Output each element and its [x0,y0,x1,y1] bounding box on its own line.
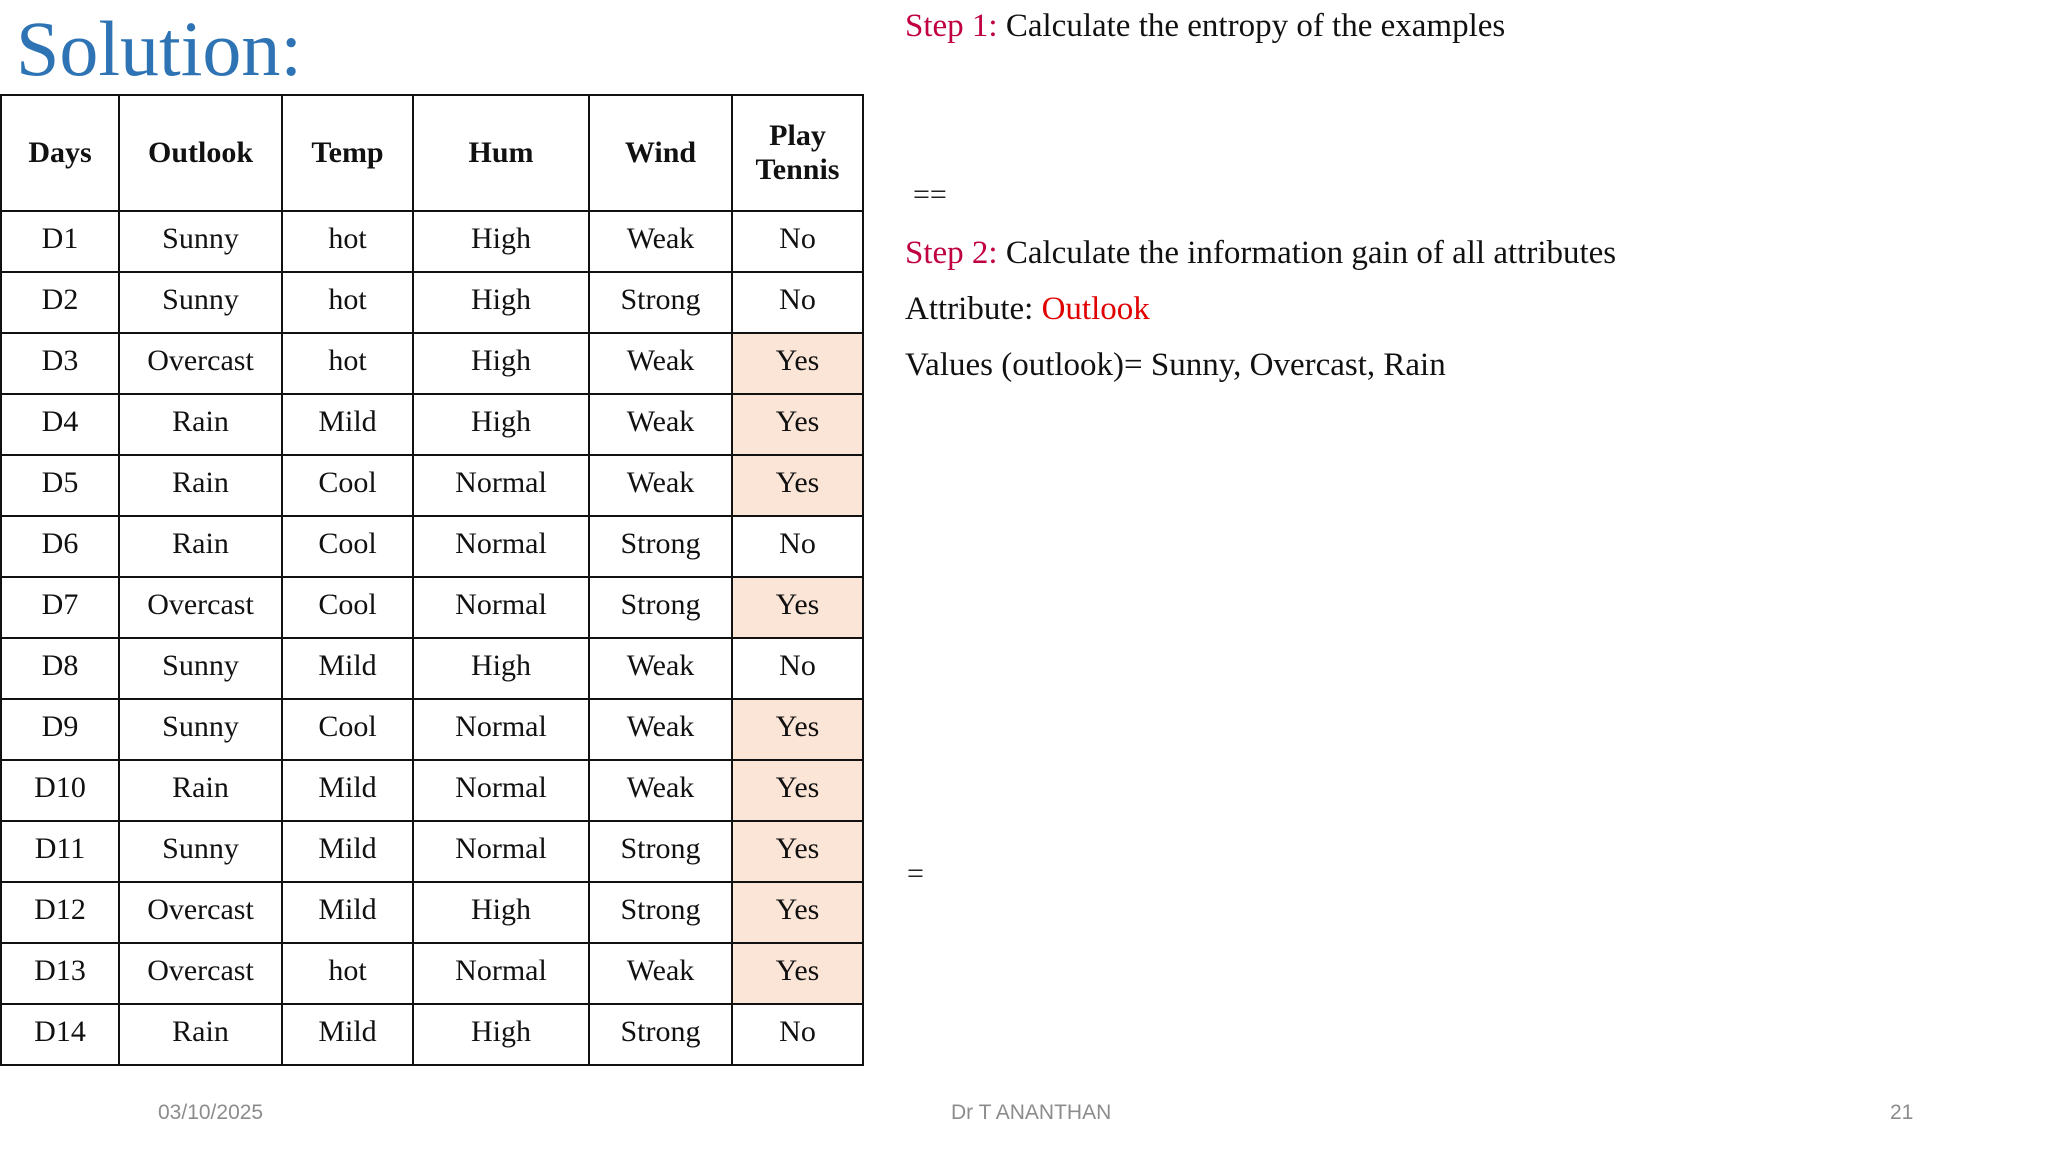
cell-wind: Strong [589,516,732,577]
header-play-tennis-label: Play Tennis [755,119,840,186]
cell-hum: Normal [413,943,589,1004]
cell-wind: Strong [589,1004,732,1065]
cell-hum: High [413,1004,589,1065]
cell-wind: Weak [589,943,732,1004]
cell-temp: Mild [282,1004,413,1065]
table-row [1,272,863,333]
cell-play-tennis: Yes [732,333,863,394]
step1-line [905,6,1505,46]
table-row [1,760,863,821]
cell-temp: hot [282,272,413,333]
play-tennis-table [0,94,864,1066]
cell-day: D11 [1,821,119,882]
cell-play-tennis: No [732,516,863,577]
cell-play-tennis: Yes [732,577,863,638]
table-row [1,943,863,1004]
attribute-line [905,289,1150,329]
equation-placeholder-2: = [907,857,924,890]
cell-hum: High [413,638,589,699]
cell-temp: Cool [282,577,413,638]
cell-day: D8 [1,638,119,699]
cell-play-tennis: Yes [732,821,863,882]
cell-temp: Mild [282,821,413,882]
cell-day: D2 [1,272,119,333]
cell-play-tennis: Yes [732,760,863,821]
cell-wind: Weak [589,760,732,821]
cell-wind: Weak [589,455,732,516]
equation-placeholder-1: == [913,178,947,211]
table-header-row [1,95,863,211]
cell-outlook: Sunny [119,699,282,760]
step1-text: Calculate the entropy of the examples [997,8,1506,44]
cell-hum: Normal [413,699,589,760]
cell-wind: Weak [589,638,732,699]
header-temp: Temp [282,95,413,211]
cell-outlook: Overcast [119,882,282,943]
cell-outlook: Sunny [119,821,282,882]
table-row [1,1004,863,1065]
cell-play-tennis: No [732,638,863,699]
header-days: Days [1,95,119,211]
cell-outlook: Overcast [119,577,282,638]
cell-wind: Strong [589,577,732,638]
cell-outlook: Sunny [119,211,282,272]
cell-hum: Normal [413,577,589,638]
cell-outlook: Rain [119,516,282,577]
cell-day: D14 [1,1004,119,1065]
cell-hum: Normal [413,516,589,577]
table-row [1,455,863,516]
cell-day: D9 [1,699,119,760]
cell-hum: Normal [413,821,589,882]
cell-hum: High [413,882,589,943]
footer-author: Dr T ANANTHAN [951,1101,1112,1124]
header-outlook: Outlook [119,95,282,211]
header-hum: Hum [413,95,589,211]
cell-day: D1 [1,211,119,272]
cell-play-tennis: No [732,272,863,333]
cell-play-tennis: Yes [732,699,863,760]
values-line: Values (outlook)= Sunny, Overcast, Rain [905,347,1446,383]
cell-temp: Mild [282,882,413,943]
table-row [1,638,863,699]
table-row [1,211,863,272]
cell-hum: High [413,394,589,455]
cell-play-tennis: Yes [732,943,863,1004]
cell-wind: Weak [589,699,732,760]
cell-play-tennis: No [732,211,863,272]
table-row [1,699,863,760]
cell-play-tennis: Yes [732,882,863,943]
cell-temp: Mild [282,760,413,821]
cell-outlook: Rain [119,760,282,821]
cell-temp: Cool [282,699,413,760]
step2-text: Calculate the information gain of all attributes [997,235,1617,271]
cell-wind: Strong [589,882,732,943]
cell-day: D5 [1,455,119,516]
step1-label: Step 1: [905,8,998,44]
slide-title: Solution: [16,5,303,92]
cell-hum: High [413,272,589,333]
cell-day: D10 [1,760,119,821]
cell-temp: hot [282,211,413,272]
cell-wind: Weak [589,211,732,272]
cell-outlook: Rain [119,455,282,516]
table-row [1,394,863,455]
table-row [1,821,863,882]
cell-play-tennis: Yes [732,455,863,516]
footer-date: 03/10/2025 [158,1101,264,1124]
cell-day: D4 [1,394,119,455]
cell-temp: Mild [282,394,413,455]
cell-play-tennis: No [732,1004,863,1065]
cell-day: D3 [1,333,119,394]
cell-day: D7 [1,577,119,638]
cell-hum: High [413,211,589,272]
cell-outlook: Overcast [119,333,282,394]
cell-outlook: Sunny [119,638,282,699]
footer-page-number: 21 [1890,1101,1914,1124]
cell-play-tennis: Yes [732,394,863,455]
table-row [1,882,863,943]
cell-day: D13 [1,943,119,1004]
step2-line [905,233,1616,273]
header-play-tennis [732,95,863,211]
cell-temp: Mild [282,638,413,699]
cell-wind: Strong [589,821,732,882]
attribute-label: Attribute: [905,291,1042,327]
cell-wind: Weak [589,333,732,394]
header-wind: Wind [589,95,732,211]
cell-outlook: Overcast [119,943,282,1004]
cell-temp: Cool [282,455,413,516]
cell-hum: High [413,333,589,394]
cell-wind: Strong [589,272,732,333]
cell-outlook: Sunny [119,272,282,333]
cell-temp: hot [282,943,413,1004]
attribute-value: Outlook [1041,291,1150,327]
cell-hum: Normal [413,455,589,516]
cell-outlook: Rain [119,1004,282,1065]
cell-temp: Cool [282,516,413,577]
cell-outlook: Rain [119,394,282,455]
cell-day: D6 [1,516,119,577]
step2-label: Step 2: [905,235,998,271]
table-row [1,333,863,394]
cell-hum: Normal [413,760,589,821]
table-row [1,516,863,577]
cell-day: D12 [1,882,119,943]
table-body [1,211,863,1065]
cell-wind: Weak [589,394,732,455]
table-row [1,577,863,638]
cell-temp: hot [282,333,413,394]
